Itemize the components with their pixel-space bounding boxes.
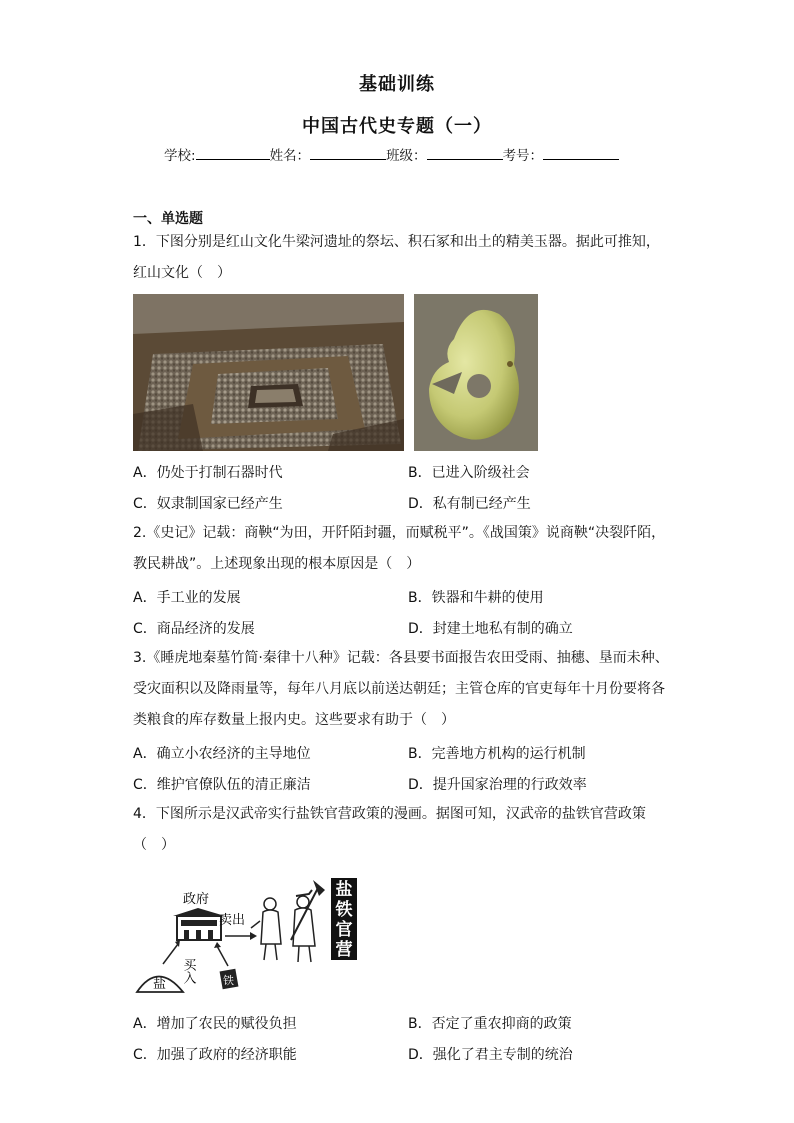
q3-option-b[interactable]: B．完善地方机构的运行机制 [408, 746, 586, 762]
question-2-stem: 2.《史记》记载：商鞅“为田，开阡陌封疆，而赋税平”。《战国策》说商鞅“决裂阡陌， 教民耕战”。上述现象出现的根本原因是（ ） [133, 525, 666, 572]
question-1-stem: 1．下图分别是红山文化牛梁河遗址的祭坛、积石冢和出土的精美玉器。据此可推知， 红山文化（ ） [133, 234, 660, 281]
q4-option-c[interactable]: C．加强了政府的经济职能 [133, 1047, 297, 1063]
cartoon-gov-label: 政府 [183, 891, 210, 906]
q2-option-a[interactable]: A．手工业的发展 [133, 590, 241, 606]
question-3-stem: 3.《睡虎地秦墓竹简·秦律十八种》记载：各县要书面报告农田受雨、抽穗、垦而未种、 受灾面积以及降雨量等，每年八月底以前送达朝廷；主管仓库的官吏每年十月份要将各 类粮食的库存数量上报内史。这些要求有助于（ ） [133, 650, 669, 728]
page-subtitle: 中国古代史专题（一） [302, 116, 492, 137]
cartoon-salt-label: 盐 [153, 976, 167, 991]
cartoon-buy-label: 买入 [181, 958, 197, 984]
q3-option-d[interactable]: D．提升国家治理的行政效率 [408, 777, 587, 793]
class-blank[interactable] [427, 145, 503, 160]
q3-option-c[interactable]: C．维护官僚队伍的清正廉洁 [133, 777, 311, 793]
student-info-line [164, 144, 619, 164]
q4-option-b[interactable]: B．否定了重农抑商的政策 [408, 1016, 572, 1032]
q2-option-b[interactable]: B．铁器和牛耕的使用 [408, 590, 544, 606]
q4-option-a[interactable]: A．增加了农民的赋役负担 [133, 1016, 297, 1032]
q1-option-b[interactable]: B．已进入阶级社会 [408, 465, 530, 481]
q1-option-c[interactable]: C．奴隶制国家已经产生 [133, 496, 283, 512]
page-title: 基础训练 [359, 74, 435, 95]
name-label: 姓名： [269, 148, 311, 164]
name-blank[interactable] [310, 145, 386, 160]
cartoon-sell-label: 卖出 [219, 912, 246, 927]
jade-dragon-photo [414, 294, 538, 451]
number-blank[interactable] [543, 145, 619, 160]
school-blank[interactable] [196, 145, 270, 160]
salt-iron-cartoon [133, 876, 361, 996]
q1-option-d[interactable]: D．私有制已经产生 [408, 496, 531, 512]
q2-option-d[interactable]: D．封建土地私有制的确立 [408, 621, 573, 637]
section-title: 一、单选题 [133, 211, 203, 227]
school-label: 学校: [164, 148, 196, 164]
cartoon-banner: 盐铁官营 [335, 880, 353, 959]
class-label: 班级： [386, 148, 427, 164]
cartoon-iron-label: 铁 [223, 975, 234, 987]
altar-photo [133, 294, 404, 451]
q2-option-c[interactable]: C．商品经济的发展 [133, 621, 255, 637]
q4-option-d[interactable]: D．强化了君主专制的统治 [408, 1047, 573, 1063]
question-4-stem: 4．下图所示是汉武帝实行盐铁官营政策的漫画。据图可知，汉武帝的盐铁官营政策 （ ） [133, 806, 646, 853]
q3-option-a[interactable]: A．确立小农经济的主导地位 [133, 746, 311, 762]
number-label: 考号： [502, 148, 544, 164]
q1-option-a[interactable]: A．仍处于打制石器时代 [133, 465, 283, 481]
